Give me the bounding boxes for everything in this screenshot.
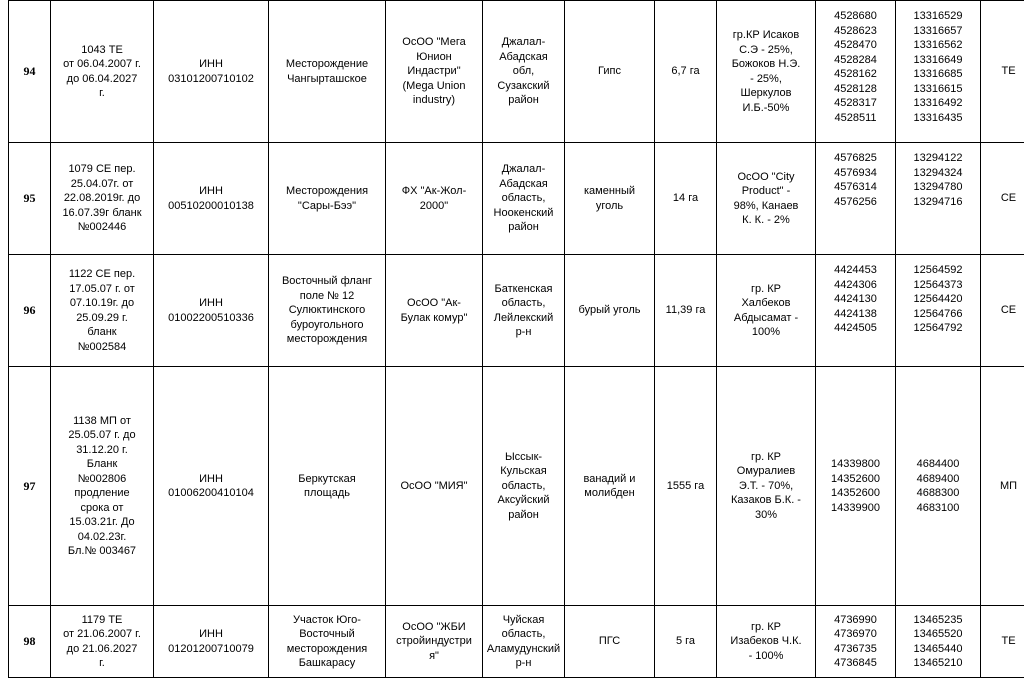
x-coords-cell: 4736990 4736970 4736735 4736845 [816, 606, 896, 678]
license-cell: 1122 СЕ пер. 17.05.07 г. от 07.10.19г. до 25.09.29 г. бланк №002584 [51, 255, 154, 367]
area-cell: 14 га [655, 143, 717, 255]
table-row [9, 1, 1024, 143]
license-type-cell: ТЕ [981, 1, 1024, 143]
mineral-cell: ванадий и молибден [565, 367, 655, 606]
owners-cell: ОсОО "City Product" - 98%, Канаев К. К. - 2% [717, 143, 816, 255]
inn-cell: ИНН 01201200710079 [154, 606, 269, 678]
mineral-cell: Гипс [565, 1, 655, 143]
inn-cell: ИНН 01006200410104 [154, 367, 269, 606]
y-coords-cell: 13465235 13465520 13465440 13465210 [896, 606, 981, 678]
license-type-cell: СЕ [981, 255, 1024, 367]
company-cell: ОсОО "Ак- Булак комур" [386, 255, 483, 367]
license-cell: 1043 ТЕ от 06.04.2007 г. до 06.04.2027 г. [51, 1, 154, 143]
license-cell: 1138 МП от 25.05.07 г. до 31.12.20 г. Бланк №002806 продление срока от 15.03.21г. До 04.02.23г. Бл.№ 003467 [51, 367, 154, 606]
mineral-cell: бурый уголь [565, 255, 655, 367]
owners-cell: гр.КР Исаков С.Э - 25%, Божоков Н.Э. - 25%, Шеркулов И.Б.-50% [717, 1, 816, 143]
license-type-cell: МП [981, 367, 1024, 606]
deposit-cell: Месторождение Чангырташское [269, 1, 386, 143]
row-number: 98 [9, 606, 51, 678]
deposit-cell: Беркутская площадь [269, 367, 386, 606]
area-cell: 6,7 га [655, 1, 717, 143]
table-row [9, 367, 1024, 606]
deposit-cell: Участок Юго- Восточный месторождения Башкарасу [269, 606, 386, 678]
region-cell: Баткенская область, Лейлекский р-н [483, 255, 565, 367]
area-cell: 5 га [655, 606, 717, 678]
company-cell: ОсОО "МИЯ" [386, 367, 483, 606]
license-cell: 1179 ТЕ от 21.06.2007 г. до 21.06.2027 г. [51, 606, 154, 678]
deposit-cell: Восточный фланг поле № 12 Сулюктинского буроугольного месторождения [269, 255, 386, 367]
company-cell: ОсОО "Мега Юнион Индастри" (Mega Union industry) [386, 1, 483, 143]
owners-cell: гр. КР Омуралиев Э.Т. - 70%, Казаков Б.К. - 30% [717, 367, 816, 606]
inn-cell: ИНН 00510200010138 [154, 143, 269, 255]
mineral-cell: каменный уголь [565, 143, 655, 255]
area-cell: 11,39 га [655, 255, 717, 367]
license-type-cell: ТЕ [981, 606, 1024, 678]
owners-cell: гр. КР Халбеков Абдысамат - 100% [717, 255, 816, 367]
x-coords-cell: 4528680 4528623 4528470 4528284 4528162 4528128 4528317 4528511 [816, 1, 896, 143]
region-cell: Ысcык- Кульская область, Аксуйский район [483, 367, 565, 606]
y-coords-cell: 13294122 13294324 13294780 13294716 [896, 143, 981, 255]
area-cell: 1555 га [655, 367, 717, 606]
y-coords-cell: 12564592 12564373 12564420 12564766 12564792 [896, 255, 981, 367]
license-type-cell: СЕ [981, 143, 1024, 255]
license-registry-table [8, 0, 1024, 678]
table-row [9, 255, 1024, 367]
company-cell: ОсОО "ЖБИ стройиндустри я" [386, 606, 483, 678]
region-cell: Джалал- Абадская область, Ноокенский район [483, 143, 565, 255]
table-row [9, 143, 1024, 255]
deposit-cell: Месторождения "Сары-Бээ" [269, 143, 386, 255]
y-coords-cell: 4684400 4689400 4688300 4683100 [896, 367, 981, 606]
row-number: 96 [9, 255, 51, 367]
company-cell: ФХ "Ак-Жол- 2000" [386, 143, 483, 255]
license-cell: 1079 СЕ пер. 25.04.07г. от 22.08.2019г. до 16.07.39г бланк №002446 [51, 143, 154, 255]
mineral-cell: ПГС [565, 606, 655, 678]
owners-cell: гр. КР Изабеков Ч.К. - 100% [717, 606, 816, 678]
row-number: 95 [9, 143, 51, 255]
y-coords-cell: 13316529 13316657 13316562 13316649 13316685 13316615 13316492 13316435 [896, 1, 981, 143]
x-coords-cell: 14339800 14352600 14352600 14339900 [816, 367, 896, 606]
row-number: 97 [9, 367, 51, 606]
region-cell: Джалал- Абадская обл, Сузакский район [483, 1, 565, 143]
inn-cell: ИНН 03101200710102 [154, 1, 269, 143]
x-coords-cell: 4576825 4576934 4576314 4576256 [816, 143, 896, 255]
inn-cell: ИНН 01002200510336 [154, 255, 269, 367]
x-coords-cell: 4424453 4424306 4424130 4424138 4424505 [816, 255, 896, 367]
region-cell: Чуйская область, Аламудунский р-н [483, 606, 565, 678]
row-number: 94 [9, 1, 51, 143]
